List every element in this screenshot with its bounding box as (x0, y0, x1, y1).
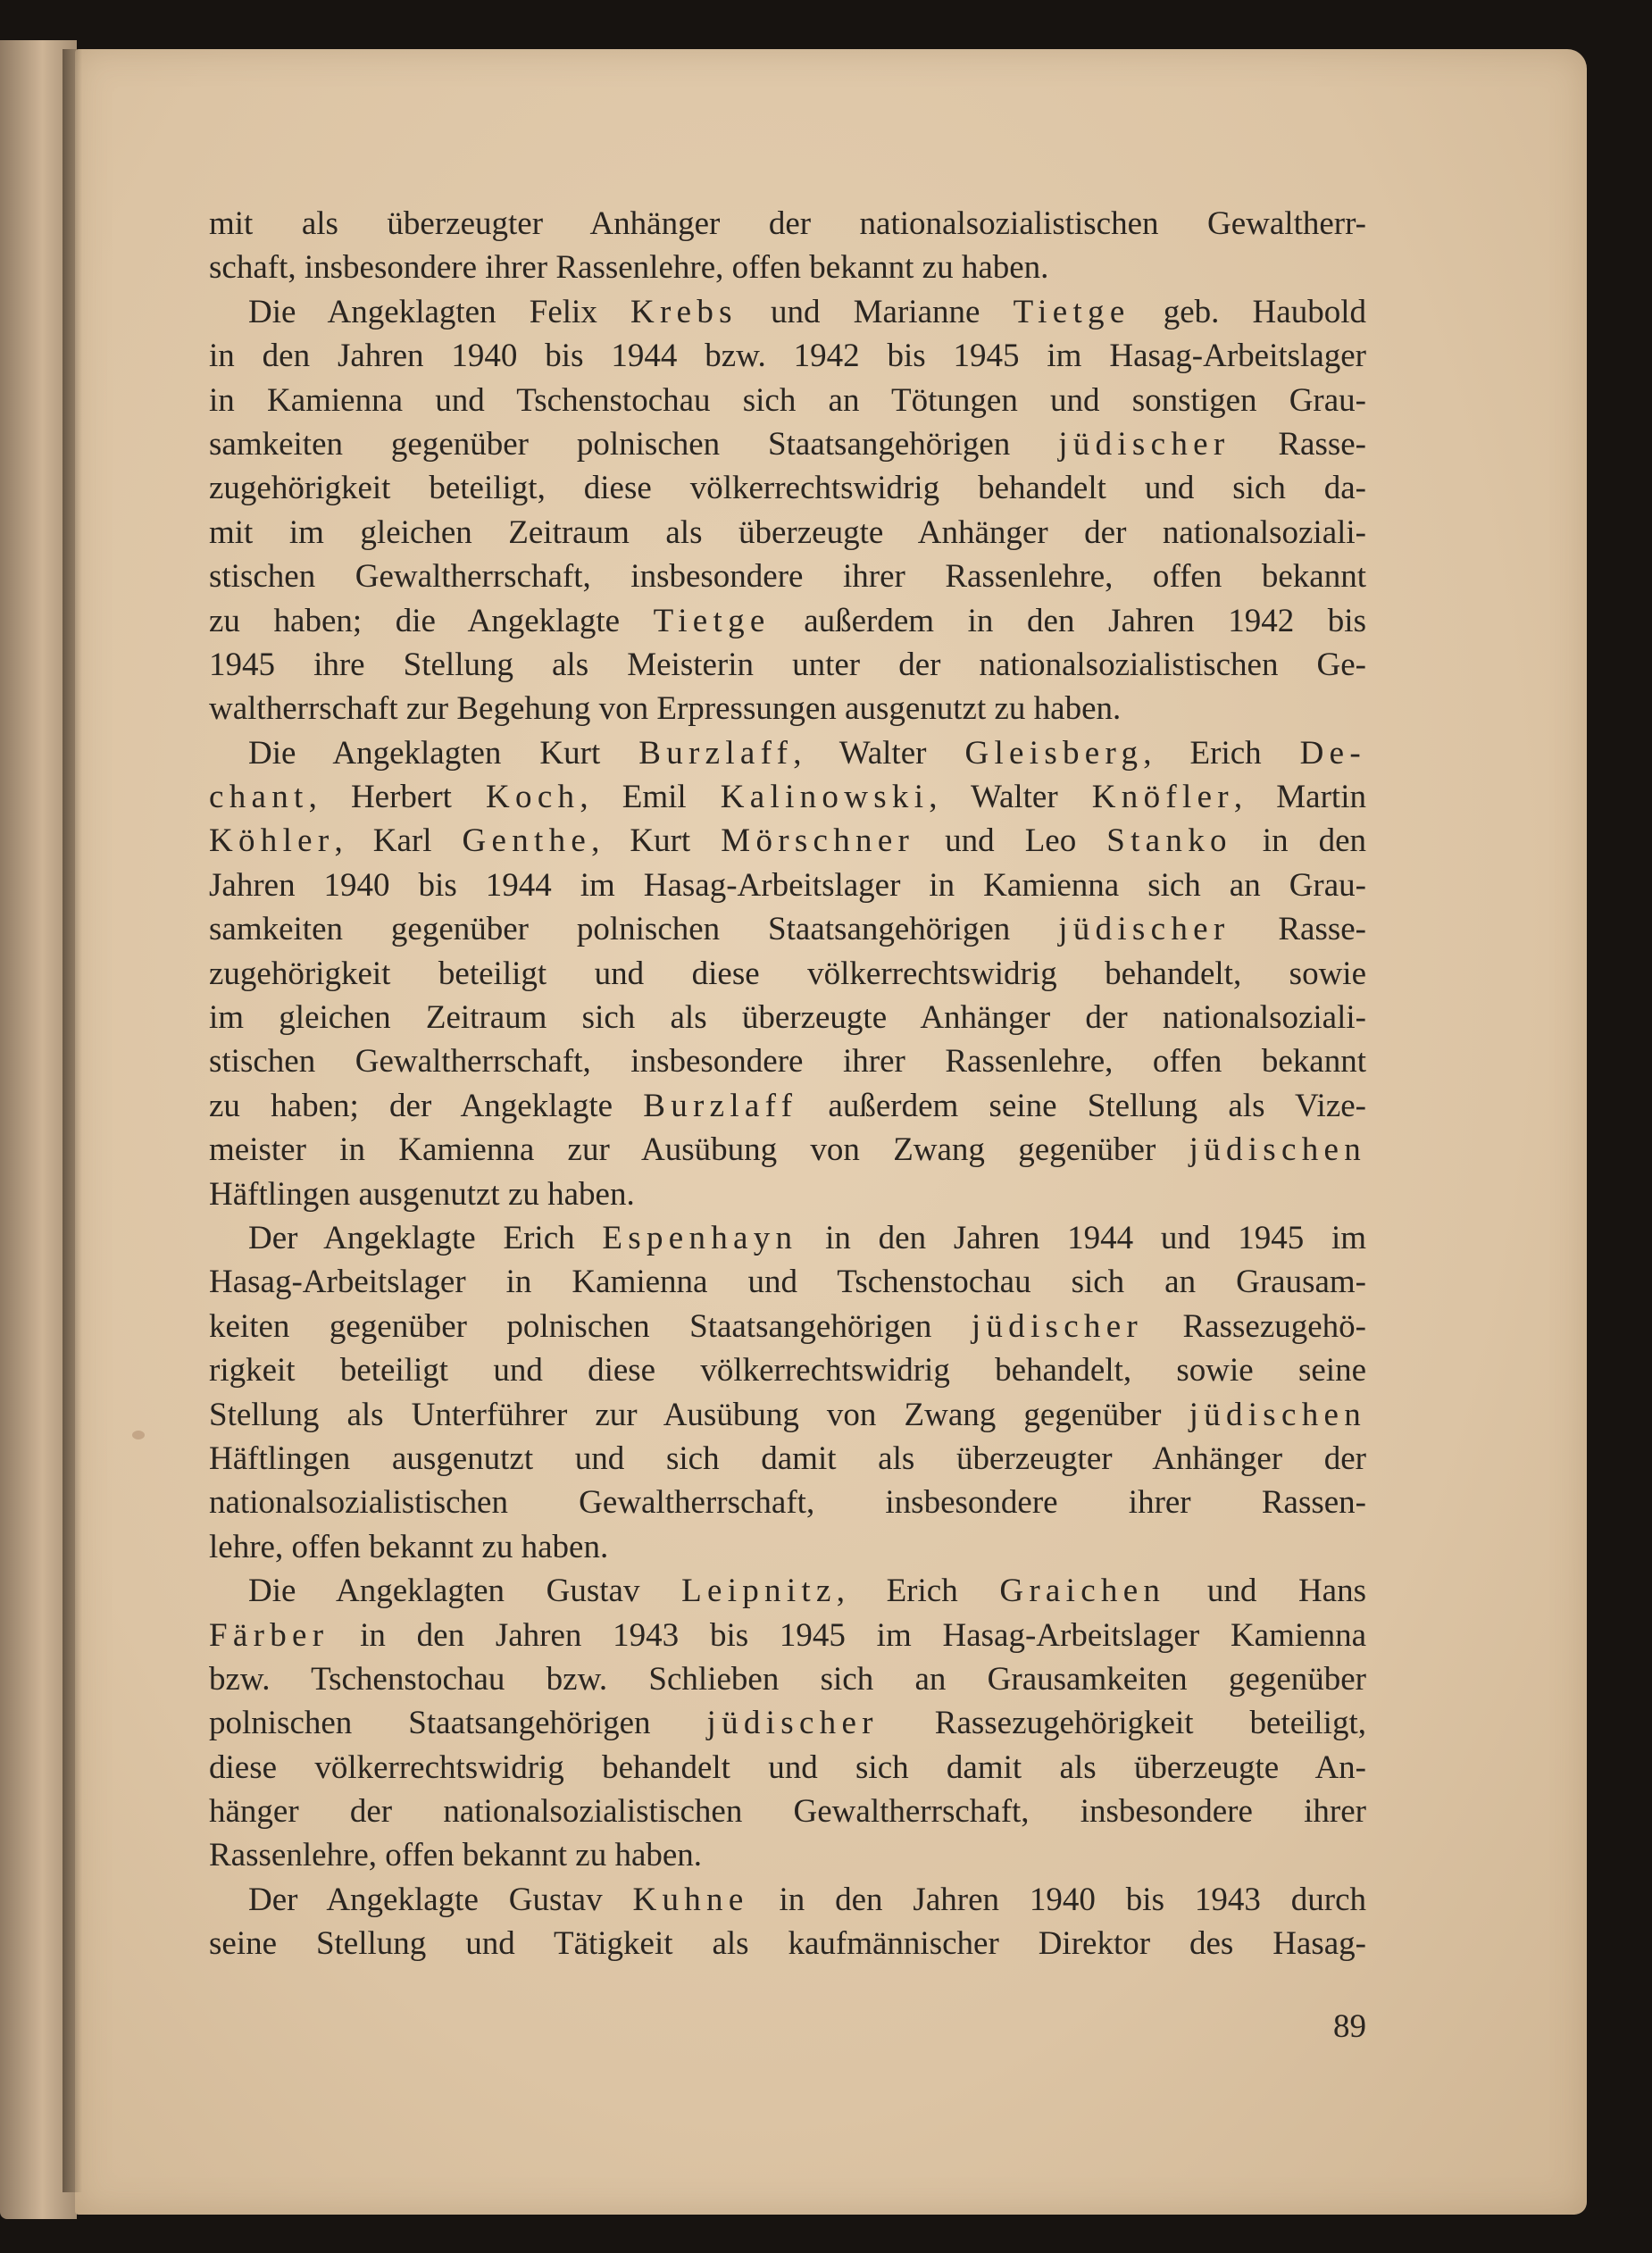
text-line (209, 1657, 1366, 1701)
text-line (209, 1790, 1366, 1833)
text-segment: in den (1231, 822, 1367, 860)
text-segment: keiten gegenüber polnischen Staatsangehörigen (209, 1307, 972, 1345)
text-segment: zugehörigkeit beteiligt, diese völkerrechtswidrig behandelt und sich da- (209, 470, 1366, 507)
text-segment: Die Angeklagten Gustav (248, 1573, 682, 1610)
text-segment: , Erich (1143, 734, 1300, 772)
text-line (209, 775, 1366, 819)
text-line (209, 555, 1366, 598)
text-line (209, 1172, 1366, 1216)
spaced-name: Graichen (999, 1573, 1166, 1610)
body-text (209, 202, 1366, 1966)
spaced-name: jüdischer (1058, 911, 1231, 948)
spaced-name: jüdischer (706, 1705, 879, 1742)
text-line (209, 202, 1366, 246)
text-segment: Der Angeklagte Erich (248, 1219, 603, 1256)
text-line (209, 864, 1366, 907)
text-segment: samkeiten gegenüber polnischen Staatsangehörigen (209, 911, 1059, 948)
text-line (209, 1701, 1366, 1745)
text-line (209, 1833, 1366, 1877)
text-segment: und Leo (914, 822, 1107, 860)
text-segment: Rassezugehörigkeit beteiligt, (878, 1705, 1366, 1742)
text-segment: Jahren 1940 bis 1944 im Hasag-Arbeitslager in Kamienna sich an Grau- (209, 866, 1366, 904)
text-segment: zugehörigkeit beteiligt und diese völkerrechtswidrig behandelt, sowie (209, 955, 1366, 992)
text-segment: stischen Gewaltherrschaft, insbesondere ihrer Rassenlehre, offen bekannt (209, 1043, 1366, 1081)
text-line (209, 1128, 1366, 1172)
text-segment: polnischen Staatsangehörigen (209, 1705, 707, 1742)
text-segment: lehre, offen bekannt zu haben. (209, 1528, 609, 1565)
text-segment: , Walter (929, 779, 1092, 816)
text-line (209, 1039, 1366, 1083)
text-segment: bzw. Tschenstochau bzw. Schlieben sich an Grausamkeiten gegenüber (209, 1660, 1366, 1698)
text-line (209, 379, 1366, 422)
spaced-name: Burzlaff (638, 734, 794, 772)
text-segment: außerdem in den Jahren 1942 bis (770, 602, 1366, 639)
text-line (209, 996, 1366, 1039)
text-line (209, 422, 1366, 466)
spaced-name: Genthe (462, 822, 592, 860)
text-segment: zu haben; die Angeklagte (209, 602, 654, 639)
text-segment: in den Jahren 1943 bis 1945 im Hasag-Arbeitslager Kamienna (329, 1616, 1366, 1654)
text-segment: , Erich (836, 1573, 1000, 1610)
page-number: 89 (1333, 2008, 1366, 2045)
text-line (209, 819, 1366, 863)
text-segment: , Karl (334, 822, 463, 860)
text-segment: Rassezugehö- (1143, 1307, 1366, 1345)
spaced-name: chant (209, 779, 309, 816)
spaced-name: Mörschner (721, 822, 915, 860)
text-segment: Die Angeklagten Kurt (248, 734, 639, 772)
text-line (209, 1348, 1366, 1392)
spaced-name: jüdischen (1189, 1396, 1366, 1433)
text-segment: nationalsozialistischen Gewaltherrschaft, insbesondere ihrer Rassen- (209, 1484, 1366, 1522)
text-segment: , Herbert (308, 779, 487, 816)
text-segment: , Emil (580, 779, 721, 816)
spaced-name: Espenhayn (602, 1219, 798, 1256)
spaced-name: jüdischer (971, 1307, 1144, 1345)
text-segment: schaft, insbesondere ihrer Rassenlehre, offen bekannt zu haben. (209, 249, 1049, 287)
text-segment: mit im gleichen Zeitraum als überzeugte Anhänger der nationalsoziali- (209, 513, 1366, 551)
text-segment: im gleichen Zeitraum sich als überzeugte Anhänger der nationalsoziali- (209, 999, 1366, 1037)
text-segment: stischen Gewaltherrschaft, insbesondere ihrer Rassenlehre, offen bekannt (209, 558, 1366, 596)
text-line (209, 1305, 1366, 1348)
text-line (209, 907, 1366, 951)
text-line (209, 1525, 1366, 1569)
spaced-name: Köhler (209, 822, 335, 860)
paper-stain (132, 1431, 145, 1439)
text-line (209, 466, 1366, 510)
spaced-name: Koch (486, 779, 580, 816)
text-line (209, 1393, 1366, 1437)
text-segment: 1945 ihre Stellung als Meisterin unter der nationalsozialistischen Ge- (209, 646, 1366, 683)
text-segment: Häftlingen ausgenutzt zu haben. (209, 1175, 635, 1213)
text-segment: , Martin (1233, 779, 1366, 816)
spaced-name: Knöfler (1091, 779, 1234, 816)
text-line (209, 1481, 1366, 1524)
text-segment: in den Jahren 1940 bis 1944 bzw. 1942 bis 1945 im Hasag-Arbeitslager (209, 338, 1366, 375)
text-segment: in Kamienna und Tschenstochau sich an Tötungen und sonstigen Grau- (209, 381, 1366, 419)
text-segment: Rasse- (1230, 425, 1366, 463)
text-segment: Stellung als Unterführer zur Ausübung von Zwang gegenüber (209, 1396, 1189, 1433)
text-line (209, 1216, 1366, 1260)
spaced-name: Gleisberg (964, 734, 1144, 772)
text-segment: zu haben; der Angeklagte (209, 1087, 644, 1124)
text-segment: Die Angeklagten Felix (248, 293, 630, 330)
spaced-name: Kuhne (632, 1881, 749, 1918)
text-segment: außerdem seine Stellung als Vize- (797, 1087, 1367, 1124)
text-line (209, 1569, 1366, 1613)
text-line (209, 1614, 1366, 1657)
text-line (209, 1437, 1366, 1481)
spaced-name: Leipnitz (681, 1573, 837, 1610)
text-segment: Hasag-Arbeitslager in Kamienna und Tschenstochau sich an Grausam- (209, 1264, 1366, 1301)
spaced-name: Stanko (1106, 822, 1232, 860)
text-segment: Rasse- (1230, 911, 1366, 948)
text-line (209, 952, 1366, 996)
text-line (209, 246, 1366, 289)
text-line (209, 687, 1366, 730)
text-line (209, 731, 1366, 775)
spaced-name: jüdischen (1189, 1131, 1366, 1169)
text-line (209, 290, 1366, 334)
spaced-name: De- (1299, 734, 1366, 772)
spaced-name: jüdischer (1058, 425, 1231, 463)
spaced-name: Tietge (1013, 293, 1131, 330)
text-line (209, 1922, 1366, 1965)
spaced-name: Kalinowski (720, 779, 930, 816)
text-line (209, 1878, 1366, 1922)
text-line (209, 334, 1366, 378)
text-segment: rigkeit beteiligt und diese völkerrechtswidrig behandelt, sowie seine (209, 1352, 1366, 1389)
text-segment: , Walter (793, 734, 965, 772)
spaced-name: Burzlaff (643, 1087, 798, 1124)
spaced-name: Krebs (630, 293, 738, 330)
text-line (209, 511, 1366, 555)
text-segment: samkeiten gegenüber polnischen Staatsangehörigen (209, 425, 1059, 463)
text-segment: mit als überzeugter Anhänger der nationalsozialistischen Gewaltherr- (209, 205, 1366, 242)
text-segment: seine Stellung und Tätigkeit als kaufmännischer Direktor des Hasag- (209, 1925, 1366, 1963)
text-segment: in den Jahren 1944 und 1945 im (797, 1219, 1367, 1256)
text-segment: Der Angeklagte Gustav (248, 1881, 633, 1918)
text-segment: Häftlingen ausgenutzt und sich damit als überzeugter Anhänger der (209, 1439, 1366, 1477)
spaced-name: Färber (209, 1616, 330, 1654)
text-segment: hänger der nationalsozialistischen Gewaltherrschaft, insbesondere ihrer (209, 1793, 1366, 1831)
text-segment: und Marianne (737, 293, 1014, 330)
text-segment: diese völkerrechtswidrig behandelt und sich damit als überzeugte An- (209, 1748, 1366, 1786)
text-segment: geb. Haubold (1130, 293, 1366, 330)
text-line (209, 1746, 1366, 1790)
text-segment: waltherrschaft zur Begehung von Erpressungen ausgenutzt zu haben. (209, 690, 1122, 728)
text-line (209, 643, 1366, 687)
text-segment: in den Jahren 1940 bis 1943 durch (748, 1881, 1366, 1918)
text-segment: Rassenlehre, offen bekannt zu haben. (209, 1837, 703, 1874)
text-line (209, 599, 1366, 643)
text-line (209, 1084, 1366, 1128)
spaced-name: Tietge (653, 602, 771, 639)
page-gutter-shadow (63, 49, 82, 2192)
text-line (209, 1260, 1366, 1304)
text-segment: , Kurt (591, 822, 722, 860)
text-segment: meister in Kamienna zur Ausübung von Zwang gegenüber (209, 1131, 1189, 1169)
text-segment: und Hans (1165, 1573, 1367, 1610)
